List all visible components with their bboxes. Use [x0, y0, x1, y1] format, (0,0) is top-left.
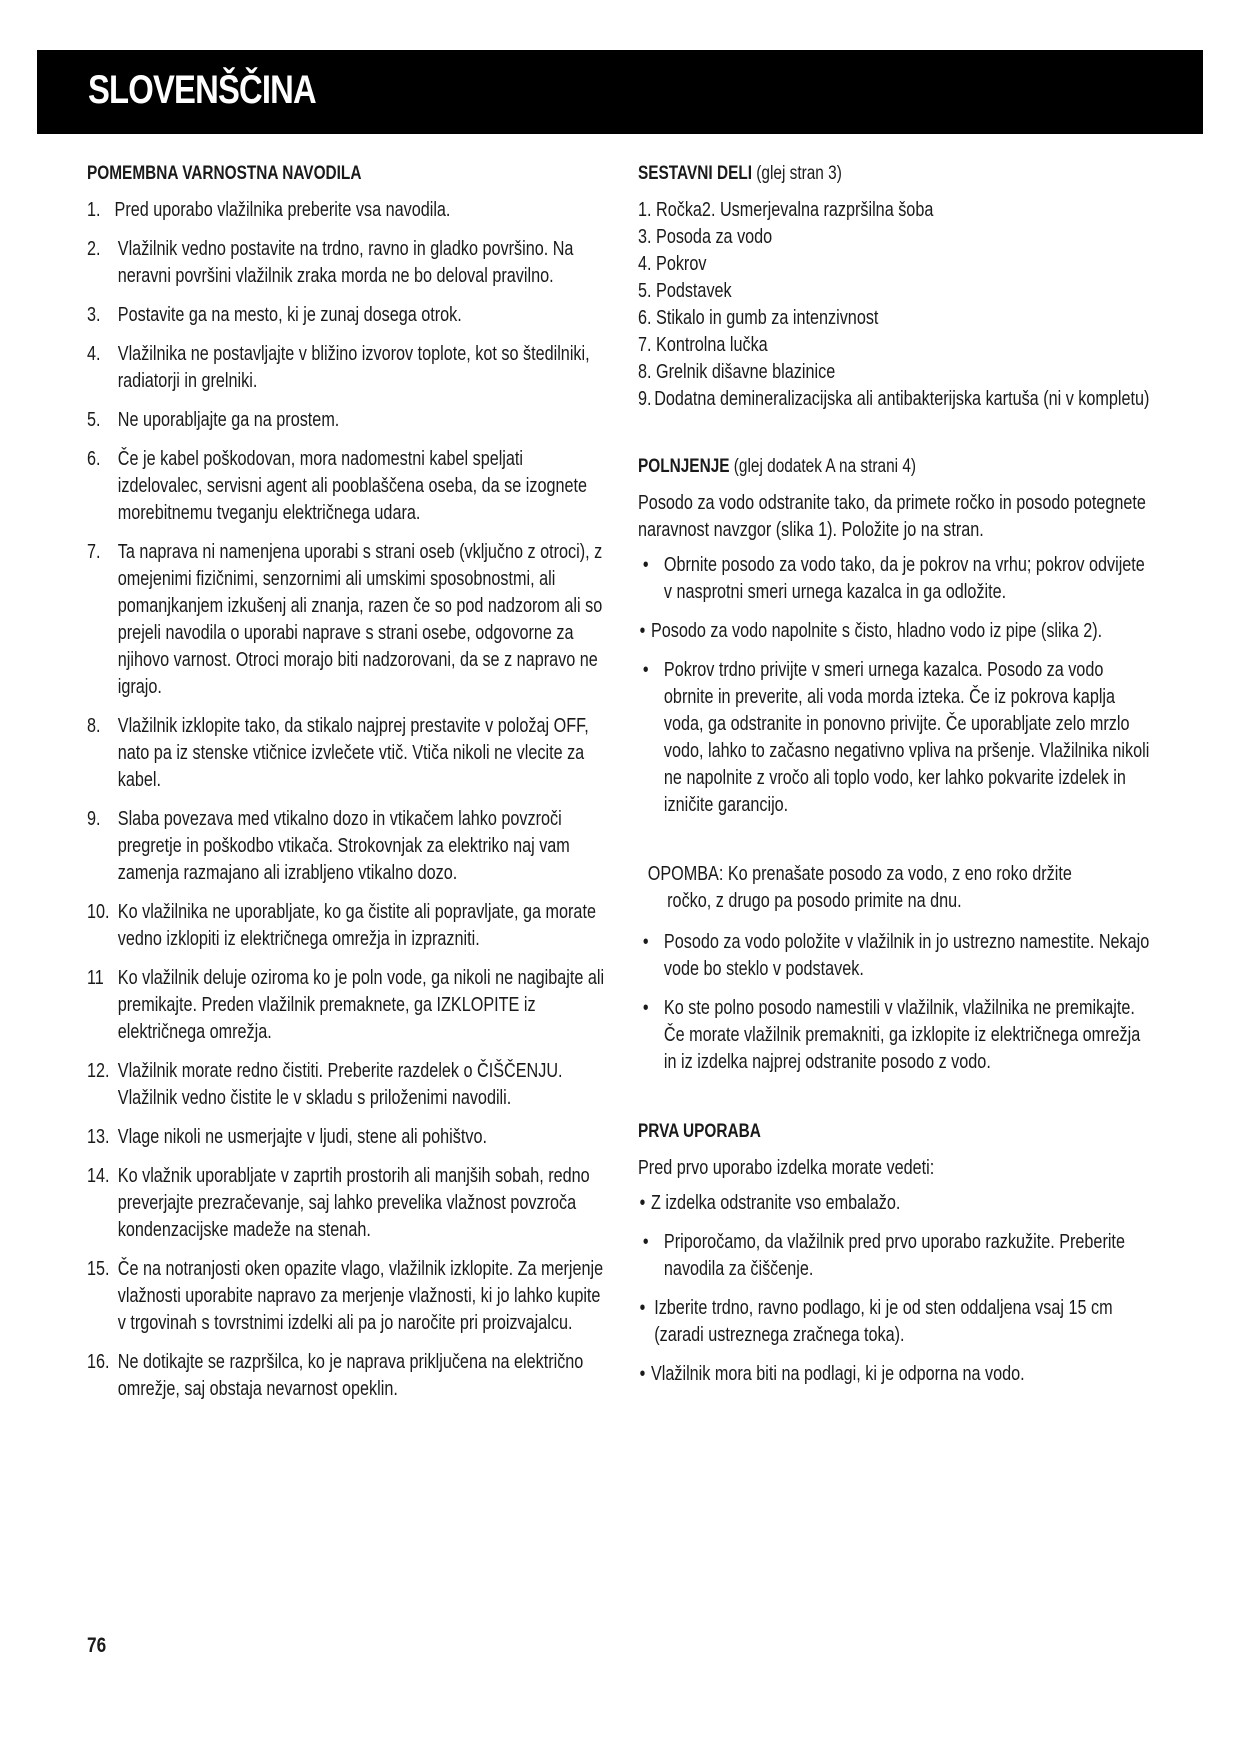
- item-text: Ko vlažilnik deluje oziroma ko je poln vode, ga nikoli ne nagibajte ali premikajte. Preden vlažilnik premaknete, ga IZKLOPITE iz električnega omrežja.: [117, 967, 605, 1043]
- item-text: Če na notranjosti oken opazite vlago, vlažilnik izklopite. Za merjenje vlažnosti uporabite napravo za merjenje vlažnosti, ki jo lahko kupite v trgovinah s tovrstnimi izdelki ali pa jo naročite pri proizvajalcu.: [117, 1258, 604, 1334]
- list-item: [87, 1163, 609, 1244]
- list-item: [87, 1124, 609, 1151]
- part-line: 8. Grelnik dišavne blazinice: [638, 361, 836, 383]
- part-line: [638, 386, 1150, 413]
- filling-heading: [638, 453, 1150, 480]
- item-text: Ko vlažilnika ne uporabljate, ko ga čistite ali popravljate, ga morate vedno izklopiti iz električnega omrežja in izprazniti.: [117, 901, 596, 950]
- first-use-heading: PRVA UPORABA: [638, 1121, 761, 1142]
- parts-heading-ref: (glej stran 3): [756, 163, 842, 184]
- list-item: [638, 1229, 1150, 1283]
- list-item: [638, 995, 1150, 1076]
- item-number: 15.: [87, 1258, 110, 1280]
- list-item: [87, 407, 609, 434]
- item-text: Postavite ga na mesto, ki je zunaj dosega otrok.: [117, 304, 462, 326]
- list-item: [87, 302, 609, 329]
- item-number: 9.: [638, 388, 652, 410]
- filling-intro: Posodo za vodo odstranite tako, da primete ročko in posodo potegnete naravnost navzgor (slika 1). Položite jo na stran.: [638, 492, 1146, 541]
- item-text: Z izdelka odstranite vso embalažo.: [650, 1192, 901, 1214]
- item-number: 1.: [87, 199, 101, 221]
- part-line: 4. Pokrov: [638, 253, 707, 275]
- part-line: 5. Podstavek: [638, 280, 732, 302]
- bullet-icon: •: [642, 659, 649, 681]
- list-item: [638, 618, 1150, 645]
- item-text: Slaba povezava med vtikalno dozo in vtikačem lahko povzroči pregretje in poškodbo vtikača. Strokovnjak za elektriko naj vam zamenja razmajano ali izrabljeno vtikalno dozo.: [117, 808, 570, 884]
- note-text-continued: ročko, z drugo pa posodo primite na dnu.: [667, 890, 962, 912]
- bullet-icon: •: [639, 1297, 646, 1319]
- item-number: 7.: [87, 541, 101, 563]
- list-item: [638, 1190, 1150, 1217]
- item-number: 2.: [87, 238, 101, 260]
- item-text: Vlažilnik izklopite tako, da stikalo najprej prestavite v položaj OFF, nato pa iz stenske vtičnice izvlečete vtič. Vtiča nikoli ne vlecite za kabel.: [117, 715, 589, 791]
- part-line: 3. Posoda za vodo: [638, 226, 773, 248]
- parts-heading-title: SESTAVNI DELI: [638, 163, 753, 184]
- item-number: 10.: [87, 901, 110, 923]
- item-number: 4.: [87, 343, 101, 365]
- list-item: [638, 552, 1150, 606]
- list-item: [87, 1349, 609, 1403]
- language-banner: [37, 50, 1203, 134]
- item-text: Pokrov trdno privijte v smeri urnega kazalca. Posodo za vodo obrnite in preverite, ali voda morda izteka. Če iz pokrova kaplja voda, ga odstranite in ponovno privijte. Če uporabljate zelo mrzlo vodo, lahko to začasno negativno vpliva na pršenje. Vlažilnika nikoli ne napolnite z vročo ali toplo vodo, ker lahko pokvarite izdelek in izničite garancijo.: [663, 659, 1150, 816]
- item-text: Posodo za vodo položite v vlažilnik in jo ustrezno namestite. Nekajo vode bo steklo v podstavek.: [663, 931, 1150, 980]
- item-number: 14.: [87, 1165, 110, 1187]
- bullet-icon: •: [639, 1363, 646, 1385]
- first-use-intro: Pred prvo uporabo izdelka morate vedeti:: [638, 1157, 935, 1179]
- item-number: 12.: [87, 1060, 110, 1082]
- item-number: 9.: [87, 808, 101, 830]
- item-number: 11: [87, 967, 104, 989]
- banner-title: SLOVENŠČINA: [88, 68, 316, 112]
- list-item: [87, 806, 609, 887]
- part-line: 6. Stikalo in gumb za intenzivnost: [638, 307, 879, 329]
- list-item: [87, 899, 609, 953]
- bullet-icon: •: [642, 554, 649, 576]
- item-number: 13.: [87, 1126, 110, 1148]
- item-text: Priporočamo, da vlažilnik pred prvo uporabo razkužite. Preberite navodila za čiščenje.: [663, 1231, 1125, 1280]
- list-item: [638, 1361, 1150, 1388]
- bullet-icon: •: [642, 931, 649, 953]
- item-text: Ta naprava ni namenjena uporabi s strani oseb (vključno z otroci), z omejenimi fizičnimi, senzornimi ali umskimi sposobnostmi, ali pomanjkanjem izkušenj ali znanja, razen če so pod nadzorom ali so prejeli navodila o uporabi naprave s strani osebe, odgovorne za njihovo varnost. Otroci morajo biti nadzorovani, da se z napravo ne igrajo.: [117, 541, 603, 698]
- item-text: Ne dotikajte se razpršilca, ko je naprava priključena na električno omrežje, saj obstaja nevarnost opeklin.: [117, 1351, 584, 1400]
- item-number: 5.: [87, 409, 101, 431]
- item-number: 6.: [87, 448, 101, 470]
- list-item: [87, 1058, 609, 1112]
- bullet-icon: •: [642, 997, 649, 1019]
- list-item: [87, 197, 609, 224]
- item-text: Ko vlažnik uporabljate v zaprtih prostorih ali manjših sobah, redno preverjajte prezračevanje, saj lahko prevelika vlažnost povzroča kondenzacijske madeže na stenah.: [117, 1165, 590, 1241]
- item-number: 8.: [87, 715, 101, 737]
- item-text: Posodo za vodo napolnite s čisto, hladno vodo iz pipe (slika 2).: [650, 620, 1103, 642]
- item-text: Vlažilnik morate redno čistiti. Preberite razdelek o ČIŠČENJU. Vlažilnik vedno čistite le v skladu s priloženimi navodili.: [117, 1060, 563, 1109]
- list-item: [87, 236, 609, 290]
- item-text: Vlažilnik vedno postavite na trdno, ravno in gladko površino. Na neravni površini vlažilnik zraka morda ne bo deloval pravilno.: [117, 238, 574, 287]
- list-item: [87, 446, 609, 527]
- item-number: 3.: [87, 304, 101, 326]
- item-text: Vlažilnik mora biti na podlagi, ki je odporna na vodo.: [650, 1363, 1025, 1385]
- item-text: Obrnite posodo za vodo tako, da je pokrov na vrhu; pokrov odvijete v nasprotni smeri urnega kazalca in ga odložite.: [663, 554, 1145, 603]
- item-text: Ne uporabljajte ga na prostem.: [117, 409, 340, 431]
- list-item: [87, 713, 609, 794]
- instructions-column: [638, 160, 1148, 1400]
- page-number: 76: [87, 1634, 107, 1657]
- item-text: Pred uporabo vlažilnika preberite vsa navodila.: [114, 199, 451, 221]
- item-text: Dodatna demineralizacijska ali antibakterijska kartuša (ni v kompletu): [654, 388, 1150, 410]
- safety-heading: POMEMBNA VARNOSTNA NAVODILA: [87, 163, 362, 184]
- list-item: [638, 1295, 1150, 1349]
- list-item: [638, 929, 1150, 983]
- bullet-icon: •: [639, 1192, 646, 1214]
- filling-note: [638, 861, 1150, 915]
- item-text: Ko ste polno posodo namestili v vlažilnik, vlažilnika ne premikajte. Če morate vlažilnik premakniti, ga izklopite iz električnega omrežja in iz izdelka najprej odstranite posodo z vodo.: [663, 997, 1141, 1073]
- list-item: [87, 965, 609, 1046]
- item-text: Vlage nikoli ne usmerjajte v ljudi, stene ali pohištvo.: [117, 1126, 487, 1148]
- list-item: [87, 539, 609, 701]
- part-line: 1. Ročka2. Usmerjevalna razpršilna šoba: [638, 199, 934, 221]
- item-text: Če je kabel poškodovan, mora nadomestni kabel speljati izdelovalec, servisni agent ali pooblaščena oseba, da se izognete morebitnemu tveganju električnega udara.: [117, 448, 587, 524]
- filling-heading-title: POLNJENJE: [638, 456, 730, 477]
- list-item: [87, 341, 609, 395]
- parts-heading: [638, 160, 1150, 187]
- bullet-icon: •: [642, 1231, 649, 1253]
- item-text: Izberite trdno, ravno podlago, ki je od sten oddaljena vsaj 15 cm (zaradi ustreznega zračnega toka).: [654, 1297, 1113, 1346]
- note-text: OPOMBA: Ko prenašate posodo za vodo, z eno roko držite: [647, 863, 1072, 885]
- list-item: [87, 1256, 609, 1337]
- item-text: Vlažilnika ne postavljajte v bližino izvorov toplote, kot so štedilniki, radiatorji in grelniki.: [117, 343, 590, 392]
- safety-column: [87, 160, 607, 1415]
- list-item: [638, 657, 1150, 819]
- bullet-icon: •: [639, 620, 646, 642]
- filling-heading-ref: (glej dodatek A na strani 4): [733, 456, 917, 477]
- part-line: 7. Kontrolna lučka: [638, 334, 768, 356]
- item-number: 16.: [87, 1351, 110, 1373]
